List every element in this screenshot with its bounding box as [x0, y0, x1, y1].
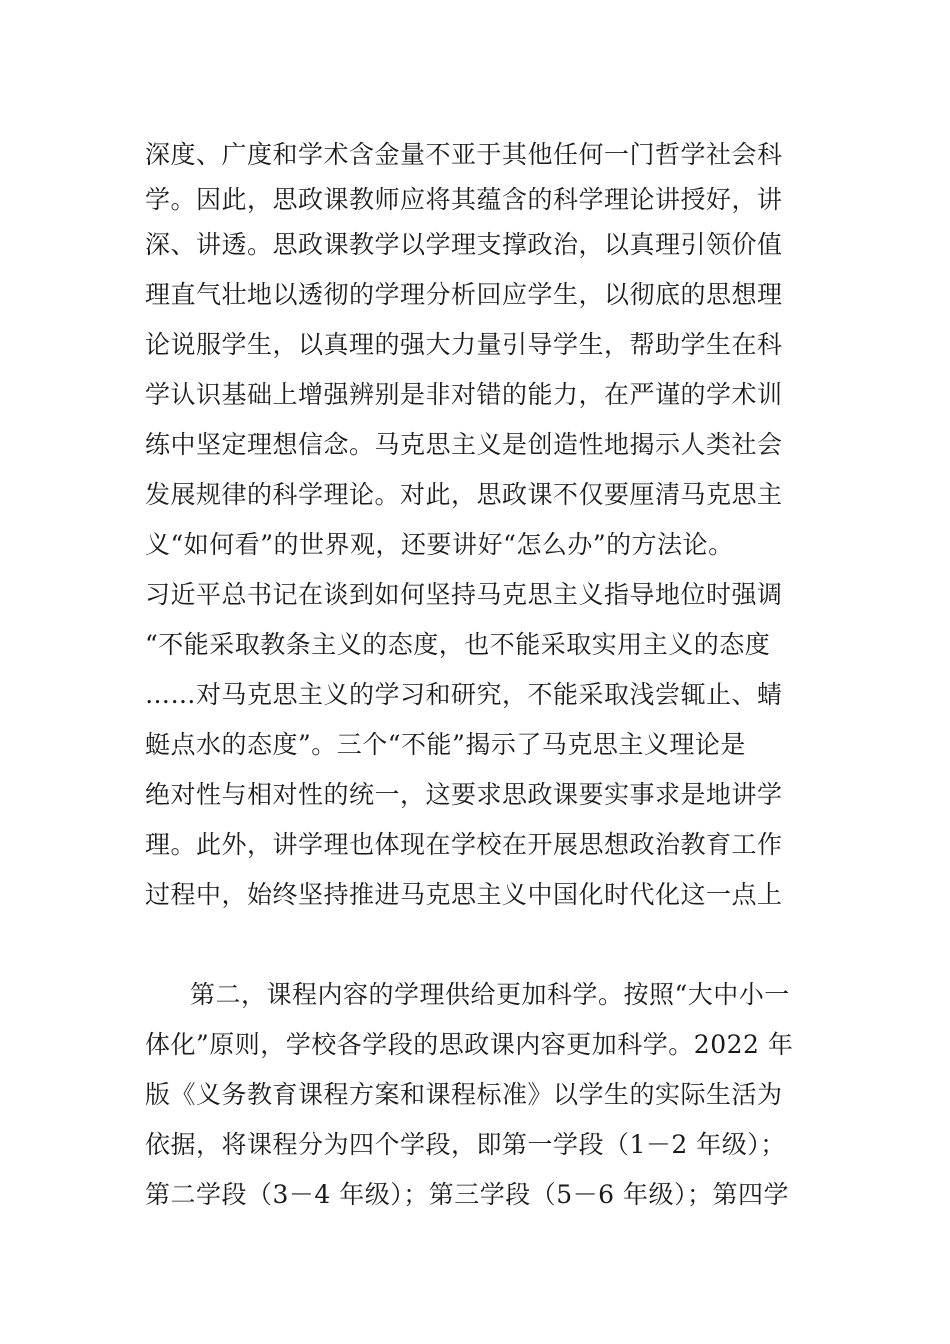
text-line: 理直气壮地以透彻的学理分析回应学生，以彻底的思想理: [145, 280, 783, 309]
text-line: 深、讲透。思政课教学以学理支撑政治，以真理引领价值: [145, 230, 783, 259]
text-line: 学。因此，思政课教师应将其蕴含的科学理论讲授好，讲: [145, 185, 783, 214]
text-line: 学认识基础上增强辨别是非对错的能力，在严谨的学术训: [145, 380, 783, 409]
text-line: 绝对性与相对性的统一，这要求思政课要实事求是地讲学: [145, 780, 783, 809]
text-line: 版《义务教育课程方案和课程标准》以学生的实际生活为: [145, 1080, 783, 1109]
text-line: “不能采取教条主义的态度，也不能采取实用主义的态度: [145, 630, 771, 659]
text-line: 第二，课程内容的学理供给更加科学。按照“大中小一: [190, 980, 790, 1009]
text-line: 论说服学生，以真理的强大力量引导学生，帮助学生在科: [145, 330, 783, 359]
text-line: 第二学段（3－4 年级）；第三学段（5－6 年级）；第四学: [145, 1180, 790, 1209]
text-line: 过程中，始终坚持推进马克思主义中国化时代化这一点上: [145, 880, 783, 909]
text-line: 发展规律的科学理论。对此，思政课不仅要厘清马克思主: [145, 480, 783, 509]
text-line: ……对马克思主义的学习和研究，不能采取浅尝辄止、蜻: [145, 680, 783, 709]
text-line: 练中坚定理想信念。马克思主义是创造性地揭示人类社会: [145, 430, 783, 459]
text-line: 依据，将课程分为四个学段，即第一学段（1－2 年级）；: [145, 1130, 786, 1159]
text-line: 习近平总书记在谈到如何坚持马克思主义指导地位时强调: [145, 580, 783, 609]
text-line: 体化”原则，学校各学段的思政课内容更加科学。2022 年: [145, 1030, 794, 1059]
text-line: 理。此外，讲学理也体现在学校在开展思想政治教育工作: [145, 830, 783, 859]
text-line: 深度、广度和学术含金量不亚于其他任何一门哲学社会科: [145, 140, 783, 169]
text-line: 蜓点水的态度”。三个“不能”揭示了马克思主义理论是: [145, 730, 746, 759]
text-line: 义“如何看”的世界观，还要讲好“怎么办”的方法论。: [145, 530, 734, 559]
